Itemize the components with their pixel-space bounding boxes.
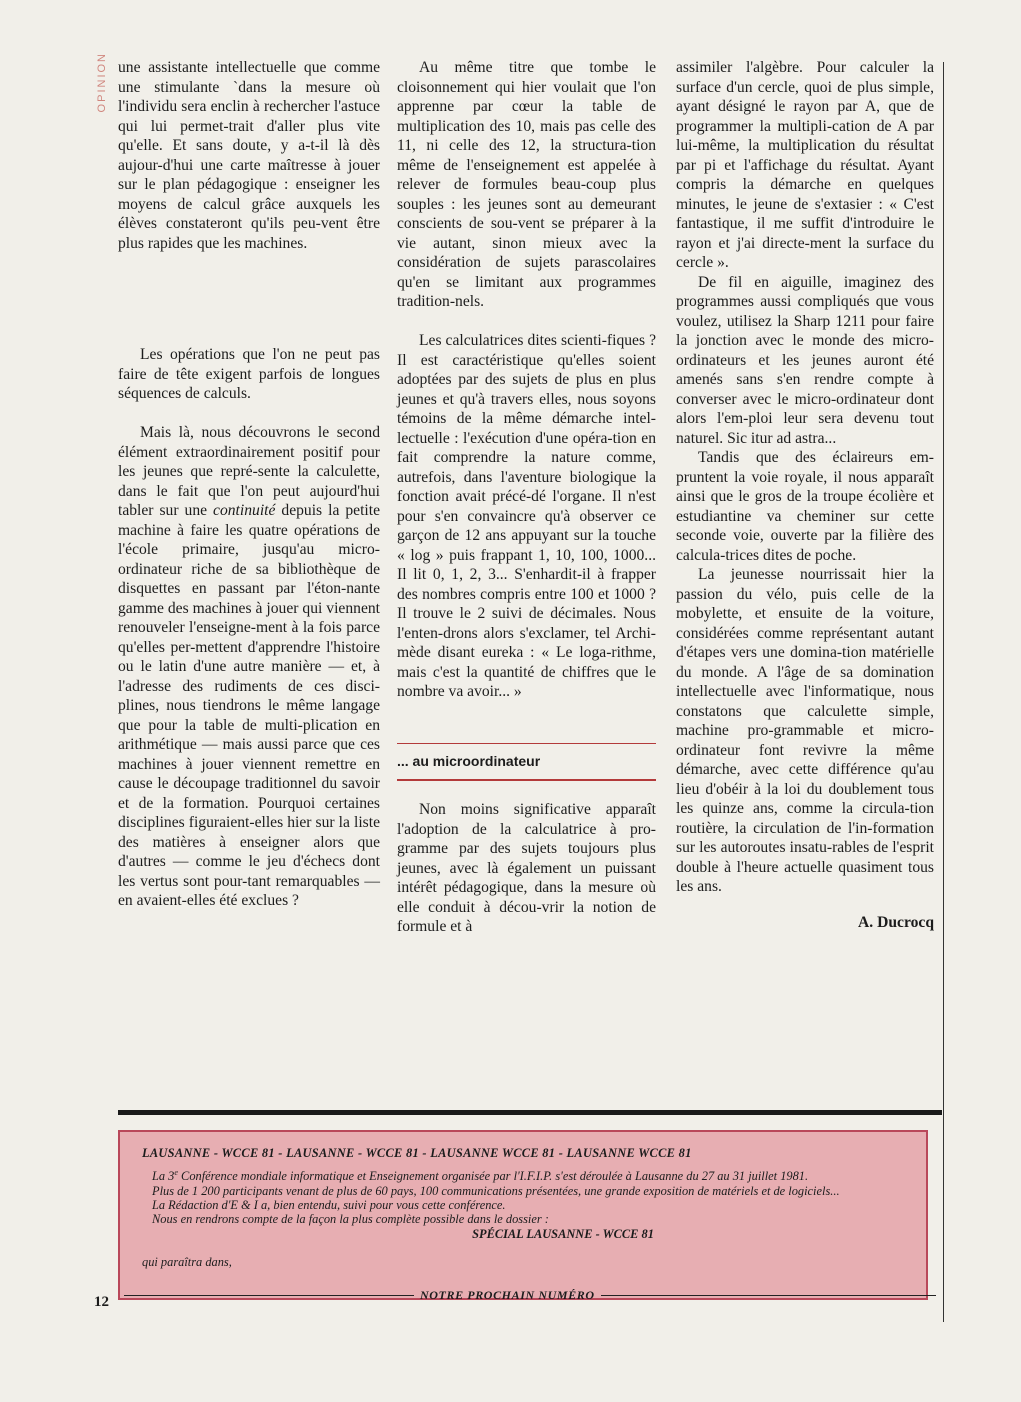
announcement-text: Conférence mondiale informatique et Enseignement organisée par l'I.F.I.P. s'est déroulée à Lausanne du 27 au 31 juillet 1981. [177, 1169, 809, 1184]
announcement-line: qui paraîtra dans, [142, 1254, 232, 1269]
paragraph: La jeunesse nourrissait hier la passion du vélo, puis celle de la mobylette, et ensuite de la voiture, considérées comme représentant autant d'étapes vers une domina-tion matérielle du monde. A l'âge de sa domination intellectuelle avec l'informatique, nous constatons que calculette simple, machine pro-grammable et micro-ordinateur font revivre la même démarche, avec cette différence qu'au lieu d'obéir à la loi du doublement tous les quinze ans, comme la circula-tion routière, la circulation de l'in-formation sur les autoroutes insatu-rables de l'esprit double à l'heure actuelle quasiment tous les ans. [676, 566, 934, 895]
footer [118, 1288, 942, 1303]
announcement-line: Nous en rendrons compte de la façon la plus complète possible dans le dossier : [152, 1212, 549, 1227]
paragraph-text: Mais là, nous découvrons le second élément extraordinairement positif pour les jeunes que repré-sente la calculette, dans le fait que l'on peut aujourd'hui tabler sur une [118, 424, 380, 519]
superscript: e [174, 1168, 178, 1178]
subhead-rule [397, 743, 656, 744]
footer-rule [601, 1295, 936, 1296]
subhead-rule [397, 779, 656, 781]
page-number: 12 [94, 1294, 109, 1310]
paragraph: Au même titre que tombe le cloisonnement qui hier voulait que l'on apprenne par cœur la table de multiplication des 10, mais pas celle des 11, ni celle des 12, la structura-tion même de l'enseignement est appelée à relever de formules beau-coup plus souples : les jeunes sont au demeurant conscients de sou-vent se préparer à la vie autant, sinon mieux avec la considération de sujets parascolaires qu'en se limitant aux programmes tradition-nels. [397, 59, 656, 310]
paragraph: Les calculatrices dites scienti-fiques ? Il est caractéristique qu'elles soient adoptées par des sujets de plus en plus jeunes et qu'à travers elles, nous soyons témoins de la même démarche intel-lectuelle : l'exécution d'une opéra-tion en fait comprendre la nature comme, autrefois, dans l'aventure biologique la fonction avait précé-dé l'organe. Il n'est pour s'en convaincre qu'à observer ce garçon de 12 ans appuyant sur la touche « log » puis frappant 1, 10, 100, 1000... Il lit 0, 1, 2, 3... S'enhardit-il à frapper des nombres compris entre 100 et 1000 ? Il trouve le 2 suivi de décimales. Nous l'enten-drons alors s'exclamer, tel Archi-mède disant eureka : « Le loga-rithme, mais c'est la quantité de chiffres que le nombre va avoir... » [397, 332, 656, 700]
announcement-header: LAUSANNE - WCCE 81 - LAUSANNE - WCCE 81 - LAUSANNE WCCE 81 - LAUSANNE WCCE 81 [142, 1146, 692, 1160]
footer-rule [124, 1295, 414, 1296]
paragraph-text: depuis la petite machine à faire les quatre opérations de l'école primaire, jusqu'au micro-ordinateur riche de sa bibliothèque de disquettes en passant par l'éton-nante gamme des machines à jouer qui viennent renouveler l'enseigne-ment à la fois parce qu'elles per-mettent d'apprendre l'histoire ou le latin d'une autre manière — et, à l'adresse des rudiments de ces disci-plines, nous tiendrons le même langage que pour la table de multi-plication en arithmétique — mais aussi parce que ces machines à jouer viennent remettre en cause le découpage traditionnel du savoir et de la formation. Pourquoi certaines disciplines figuraient-elles hier sur la liste des matières à enseigner alors que d'autres — comme le jeu d'échecs dont les vertus sont pour-tant remarquables — en avaient-elles été exclues ? [118, 502, 380, 909]
announcement-line: La Rédaction d'E & I a, bien entendu, suivi pour vous cette conférence. [152, 1198, 506, 1213]
special-dossier-title: SPÉCIAL LAUSANNE - WCCE 81 [472, 1226, 654, 1241]
paragraph [118, 423, 380, 911]
announcement-text: La 3 [152, 1169, 175, 1184]
announcement-line: Plus de 1 200 participants venant de plus de 60 pays, 100 communications présentées, une grande exposition de matériels et de logiciels... [152, 1183, 840, 1198]
announcement-line [120, 1166, 926, 1183]
author-signature: A. Ducrocq [858, 913, 934, 931]
announcement-box [118, 1130, 928, 1300]
paragraph: assimiler l'algèbre. Pour calculer la surface d'un cercle, quoi de plus simple, ayant désigné le rayon par A, que de programmer la multipli-cation de A par lui-même, la multiplication du résultat par pi et l'affichage du résultat. Ayant compris la démarche en quelques minutes, le jeune de s'extasier : « C'est fantastique, il me suffit d'introduire le rayon et j'ai directe-ment la surface du cercle ». [676, 59, 934, 271]
emphasis-text: continuité [213, 502, 276, 519]
paragraph: Tandis que des éclaireurs em-pruntent la voie royale, il nous apparaît ainsi que le gros de la troupe écolière et estudiantine va cheminer sur cette seconde voie, ouverte par la filière des calcula-trices dites de poche. [676, 449, 934, 564]
paragraph: Les opérations que l'on ne peut pas faire de tête exigent parfois de longues séquences de calculs. [118, 346, 380, 402]
column-1 [118, 58, 380, 911]
subheading: ... au microordinateur [397, 752, 541, 769]
next-issue-label: NOTRE PROCHAIN NUMÉRO [420, 1288, 595, 1302]
section-divider [118, 1110, 942, 1115]
paragraph: une assistante intellectuelle que comme une stimulante `dans la mesure où l'individu sera enclin à rechercher l'astuce qui lui permet-trait d'aller plus vite qu'elle. Et sans doute, y a-t-il là dès aujour-d'hui une carte maîtresse à jouer sur le plan pédagogique : enseigner les moyens de calcul grâce auxquels les élèves constateront qu'ils peu-vent être plus rapides que les machines. [118, 59, 380, 252]
paragraph: Non moins significative apparaît l'adoption de la calculatrice à pro-gramme par des sujets toujours plus jeunes, avec là également un puissant intérêt pédagogique, dans la mesure où elle conduit à décou-vrir la notion de formule et à [397, 801, 656, 935]
column-3 [676, 58, 934, 932]
section-tag: OPINION [96, 52, 108, 113]
column-divider [943, 62, 944, 1322]
column-2 [397, 58, 656, 937]
paragraph: De fil en aiguille, imaginez des programmes aussi compliqués que vous voulez, utilisez la Sharp 1211 pour faire la jonction avec le monde des micro-ordinateurs et les jeunes auront été amenés sans s'en rendre compte à converser avec le micro-ordinateur dont alors l'em-ploi leur sera devenu tout naturel. Sic itur ad astra... [676, 273, 934, 447]
